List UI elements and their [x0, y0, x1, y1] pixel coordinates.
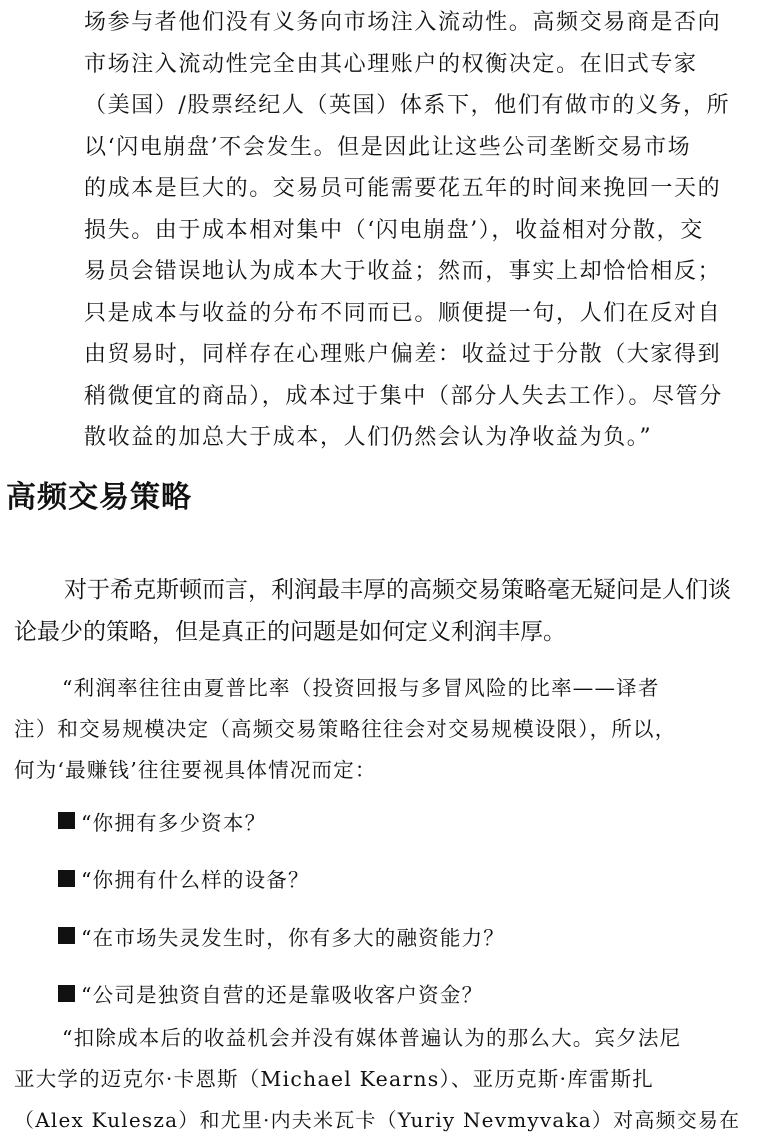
paragraph-line: 亚大学的迈克尔·卡恩斯（Michael Kearns）、亚历克斯·库雷斯扎: [14, 1067, 654, 1091]
square-bullet-icon: [58, 927, 75, 944]
quote-block: [84, 0, 740, 459]
paragraph-line: “扣除成本后的收益机会并没有媒体普遍认为的那么大。宾夕法尼: [62, 1026, 682, 1050]
quote-line: 以‘闪电崩盘’不会发生。但是因此让这些公司垄断交易市场: [84, 134, 692, 160]
square-bullet-icon: [58, 985, 75, 1002]
paragraph-line: 论最少的策略，但是真正的问题是如何定义利润丰厚。: [14, 619, 566, 645]
quote-line: 散收益的加总大于成本，人们仍然会认为净收益为负。”: [84, 425, 653, 450]
quote-line: 易员会错误地认为成本大于收益；然而，事实上却恰恰相反；: [84, 259, 722, 284]
quote-line: 的成本是巨大的。交易员可能需要花五年的时间来挽回一天的: [84, 176, 722, 201]
square-bullet-icon: [58, 812, 75, 829]
quote-line: 稍微便宜的商品），成本过于集中（部分人失去工作）。尽管分: [84, 383, 723, 409]
paragraph-line: 何为‘最赚钱’往往要视具体情况而定：: [14, 758, 377, 782]
quote-paragraph: [14, 668, 750, 791]
paragraph-line: 对于希克斯顿而言，利润最丰厚的高频交易策略毫无疑问是人们谈: [64, 577, 731, 603]
quote-line: 场参与者他们没有义务向市场注入流动性。高频交易商是否向: [84, 10, 722, 35]
quote-line: （美国）/股票经纪人（英国）体系下，他们有做市的义务，所: [84, 93, 731, 118]
quote-line: 由贸易时，同样存在心理账户偏差：收益过于分散（大家得到: [84, 342, 722, 367]
square-bullet-icon: [58, 870, 75, 887]
paragraph-line: “利润率往往由夏普比率（投资回报与多冒风险的比率——译者: [62, 676, 660, 700]
list-item: [58, 965, 738, 1023]
quote-line: 损失。由于成本相对集中（‘闪电崩盘’），收益相对分散，交: [84, 217, 704, 243]
quote-line: 只是成本与收益的分布不同而已。顺便提一句，人们在反对自: [84, 300, 722, 326]
list-item: [58, 907, 738, 965]
bullet-list: [58, 792, 738, 1022]
paragraph-line: 注）和交易规模决定（高频交易策略往往会对交易规模设限），所以，: [14, 717, 677, 741]
list-item-text: “公司是独资自营的还是靠吸收客户资金？: [81, 983, 484, 1008]
list-item-text: “你拥有多少资本？: [81, 810, 267, 835]
quote-line: 市场注入流动性完全由其心理账户的权衡决定。在旧式专家: [84, 51, 698, 77]
list-item: [58, 850, 738, 908]
section-heading: 高频交易策略: [6, 480, 192, 515]
closing-paragraph: [14, 1018, 754, 1141]
intro-paragraph: [14, 569, 750, 653]
list-item-text: “你拥有什么样的设备？: [81, 868, 310, 893]
list-item-text: “在市场失灵发生时，你有多大的融资能力？: [81, 925, 505, 950]
paragraph-line: （Alex Kulesza）和尤里·内夫米瓦卡（Yuriy Nevmyvaka）对高频交易在: [14, 1108, 741, 1132]
list-item: [58, 792, 738, 850]
